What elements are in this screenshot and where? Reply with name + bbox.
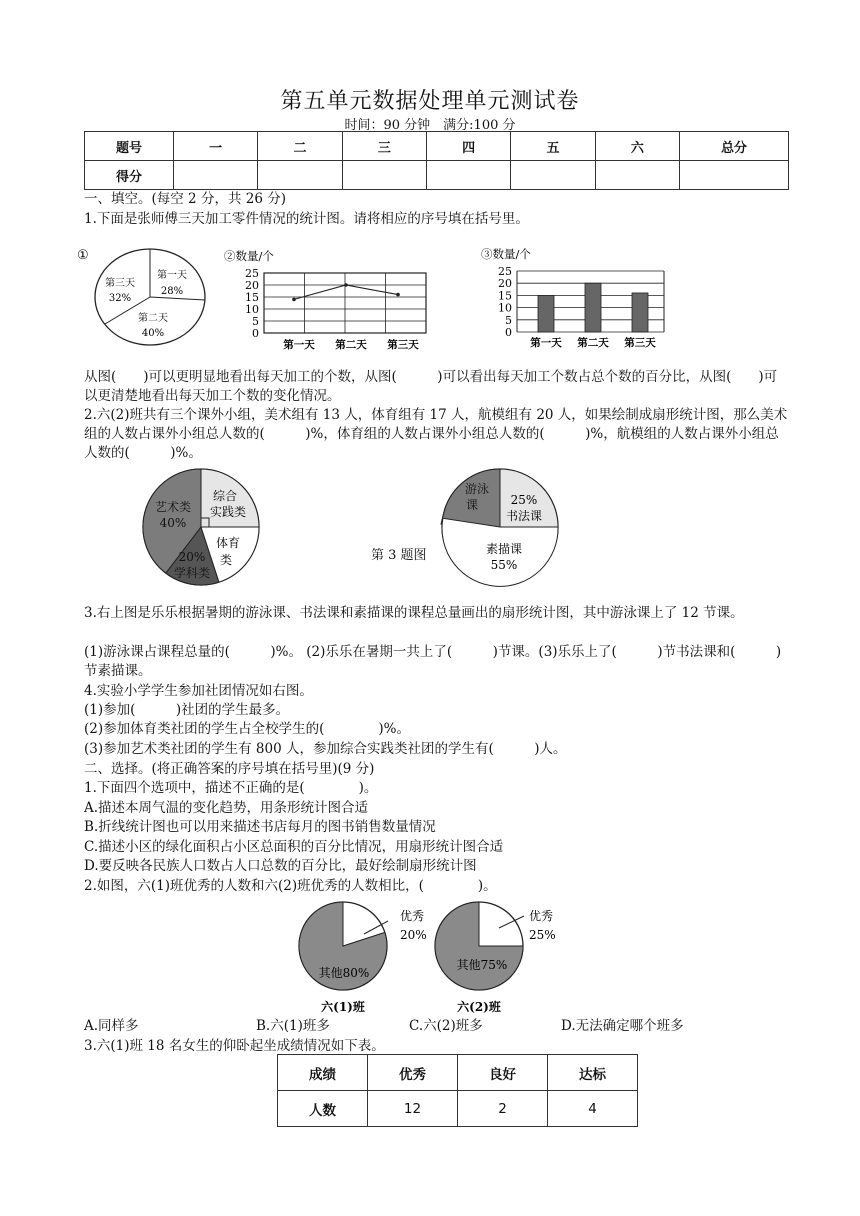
score-header-cell: 四 [426,132,510,161]
question-1-4-part2: (2)参加体育类社团的学生占全校学生的( )%。 [84,721,410,737]
page-title: 第五单元数据处理单元测试卷 [280,89,580,114]
figure-2-line-chart [222,246,432,356]
y-tick-label: 15 [498,289,512,303]
score-header-cell: 二 [258,132,342,161]
y-tick-label: 10 [498,301,512,315]
results-cell: 2 [458,1091,548,1127]
class1-other-label: 其他80% [318,966,370,980]
question-1-4-part1: (1)参加( )社团的学生最多。 [84,702,290,718]
course-swim-label: 课 [465,498,479,512]
results-row [278,1091,638,1127]
y-tick-label: 20 [498,277,512,291]
figure-3-label: ③数量/个 [481,247,531,261]
results-row-label: 人数 [278,1091,368,1127]
figure-3-caption: 第 3 题图 [371,548,427,563]
score-cell[interactable] [174,161,258,190]
question-1-1-answer: 从图( )可以更明显地看出每天加工的个数，从图( )可以看出每天加工个数占总个数的百分比，从图( )可以更清楚地看出每天加工个数的变化情况。 [84,369,778,404]
results-cell: 4 [548,1091,638,1127]
score-table [84,131,789,190]
score-cell[interactable] [258,161,342,190]
score-header-cell: 五 [511,132,595,161]
score-header-cell: 题号 [85,132,174,161]
results-header-cell: 优秀 [368,1055,458,1091]
course-calligraphy-label: 书法课 [505,509,543,523]
score-cell[interactable] [342,161,426,190]
score-row-label: 得分 [85,161,174,190]
class2-excellent-label: 优秀 [529,909,554,923]
results-cell: 12 [368,1091,458,1127]
option-d: D.无法确定哪个班多 [561,1018,684,1034]
question-2-3: 3.六(1)班 18 名女生的仰卧起坐成绩情况如下表。 [84,1038,385,1054]
figure-1-pie [74,244,214,350]
section1-heading: 一、填空。(每空 2 分，共 26 分) [84,191,286,207]
results-header-row [278,1055,638,1091]
score-header-cell: 六 [595,132,679,161]
class1-name: 六(1)班 [321,1000,365,1014]
club-art-pct: 40% [159,516,187,530]
section2-heading: 二、选择。(将正确答案的序号填在括号里)(9 分) [84,761,375,777]
club-sport-label: 体育 [215,536,241,550]
x-tick-label: 第二天 [577,337,609,349]
results-header-cell: 良好 [458,1055,548,1091]
option-a: A.描述本周气温的变化趋势，用条形统计图合适 [84,800,369,816]
x-tick-label: 第三天 [624,337,656,349]
slice-label: 第三天 [105,278,135,289]
score-header-cell: 总分 [680,132,789,161]
club-pie-chart [140,466,264,590]
score-cell[interactable] [426,161,510,190]
results-header-cell: 成绩 [278,1055,368,1091]
club-art-label: 艺术类 [154,500,192,514]
score-cell[interactable] [511,161,595,190]
exam-info: 时间：90 分钟 满分:100 分 [344,118,516,133]
club-science-pct: 20% [178,550,206,564]
score-cell[interactable] [595,161,679,190]
bar [538,295,554,332]
club-practice-label: 综合 [212,489,238,503]
class2-other-label: 其他75% [456,958,508,972]
option-b: B.六(1)班多 [256,1018,330,1034]
score-row [85,161,789,190]
y-tick-label: 0 [505,326,512,339]
option-c: C.六(2)班多 [409,1018,483,1034]
y-tick-label: 15 [245,291,259,304]
club-science-label: 学科类 [173,566,211,580]
question-1-4: 4.实验小学学生参加社团情况如右图。 [84,683,313,699]
bar [632,293,648,332]
club-sport-label: 类 [219,553,233,567]
results-table [277,1054,638,1127]
question-1-4-part3: (3)参加艺术类社团的学生有 800 人，参加综合实践类社团的学生有( )人。 [84,741,567,757]
data-point [396,293,400,297]
x-tick-label: 第一天 [283,339,315,351]
y-tick-label: 25 [498,265,512,278]
question-1-2: 2.六(2)班共有三个课外小组，美术组有 13 人，体育组有 17 人，航模组有 20 人，如果绘制成扇形统计图，那么美术组的人数占课外小组总人数的( )%，体育组的人数占课外小组总人数的( )%，航模组的人数占课外小组总人数的( )%。 [84,407,788,461]
y-tick-label: 20 [245,279,259,292]
class1-excellent-pct: 20% [400,928,427,942]
results-header-cell: 达标 [548,1055,638,1091]
y-tick-label: 25 [245,267,259,280]
course-calligraphy-pct: 25% [510,493,538,507]
club-practice-label: 实践类 [209,505,247,519]
y-tick-label: 10 [245,303,259,316]
slice-value: 40% [141,328,165,339]
question-1-3: 3.右上图是乐乐根据暑期的游泳课、书法课和素描课的课程总量画出的扇形统计图，其中游泳课上了 12 节课。 [84,605,744,621]
x-tick-label: 第三天 [387,339,419,351]
question-1-3-parts: (1)游泳课占课程总量的( )%。 (2)乐乐在暑期一共上了( )节课。(3)乐乐上了( )节书法课和( )节素描课。 [84,644,782,679]
bar [585,283,601,332]
option-a: A.同样多 [84,1018,139,1034]
course-sketch-label: 素描课 [485,542,523,556]
class2-name: 六(2)班 [457,1000,501,1014]
question-2-2: 2.如图，六(1)班优秀的人数和六(2)班优秀的人数相比，( )。 [84,878,497,894]
y-tick-label: 5 [505,313,512,327]
question-1-1: 1.下面是张师傅三天加工零件情况的统计图。请将相应的序号填在括号里。 [84,211,529,227]
slice-label: 第二天 [138,313,168,324]
x-tick-label: 第一天 [530,337,562,349]
slice-value: 28% [160,286,184,297]
y-tick-label: 0 [252,327,259,340]
slice-value: 32% [108,293,132,304]
score-cell[interactable] [680,161,789,190]
x-tick-label: 第二天 [335,339,367,351]
option-c: C.描述小区的绿化面积占小区总面积的百分比情况，用扇形统计图合适 [84,839,504,855]
figure-3-bar-chart [479,244,679,349]
figure-2-label: ②数量/个 [224,249,274,263]
score-header-cell: 一 [174,132,258,161]
course-swim-label: 游泳 [464,482,490,496]
course-pie-chart [439,466,563,590]
data-point [344,283,348,287]
course-sketch-pct: 55% [490,558,518,572]
class2-pie-chart [434,899,574,1017]
y-tick-label: 5 [252,315,259,328]
class1-pie-chart [298,899,438,1017]
class2-excellent-pct: 25% [529,928,556,942]
option-b: B.折线统计图也可以用来描述书店每月的图书销售数量情况 [84,819,436,835]
score-header-cell: 三 [342,132,426,161]
option-d: D.要反映各民族人口数占人口总数的百分比，最好绘制扇形统计图 [84,858,477,874]
question-2-1: 1.下面四个选项中，描述不正确的是( )。 [84,780,378,796]
slice-label: 第一天 [157,270,187,281]
data-point [292,298,296,302]
score-header-row [85,132,789,161]
figure-1-label: ① [77,248,89,263]
class1-excellent-label: 优秀 [400,909,425,923]
